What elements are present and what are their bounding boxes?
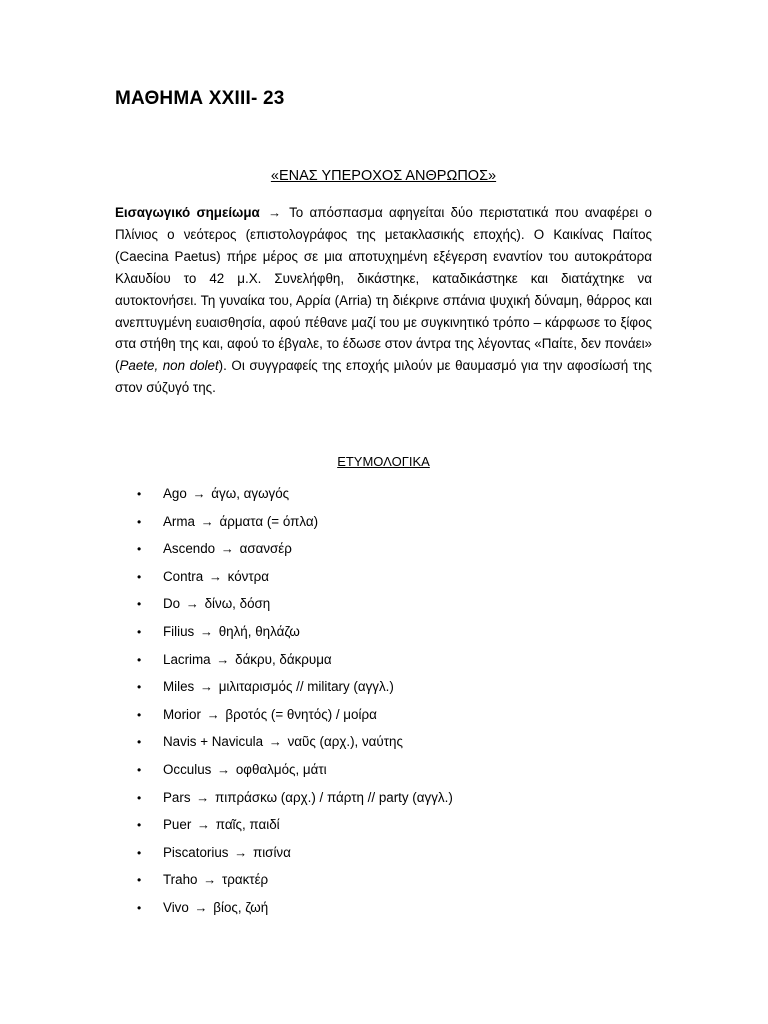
right-arrow-icon: → xyxy=(192,486,206,501)
greek-derivatives: βίος, ζωή xyxy=(213,899,269,915)
intro-text-before: Το απόσπασμα αφηγείται δύο περιστατικά που αναφέρει ο Πλίνιος ο νεότερος (επιστολογράφος της μετακλασικής εποχής). Ο Καικίνας Παίτος (Caecina Paetus) πήρε μέρος σε μια αποτυχημένη εξέγερση εναντίον του αυτοκράτορα Κλαυδίου το 42 μ.Χ. Συνελήφθη, δικάστηκε, καταδικάστηκε και διατάχτηκε να αυτοκτονήσει. Τη γυναίκα του, Αρρία (Arria) τη διέκρινε σπάνια ψυχική δύναμη, θάρρος και ανεπτυγμένη ευαισθησία, αφού πέθανε μαζί του με συγκινητικό τρόπο – κάρφωσε το ξίφος στα στήθη της και, αφού το έβγαλε, το έδωσε στον άντρα της λέγοντας «Παίτε, δεν πονάει» ( xyxy=(115,205,652,374)
greek-derivatives: ναῦς (αρχ.), ναύτης xyxy=(287,734,403,750)
list-item xyxy=(115,484,652,512)
bullet-icon: • xyxy=(137,514,142,529)
latin-word: Filius xyxy=(163,623,195,639)
list-item xyxy=(115,843,652,871)
list-item xyxy=(115,622,652,650)
bullet-icon: • xyxy=(137,790,142,805)
bullet-icon: • xyxy=(137,735,142,750)
bullet-icon: • xyxy=(137,624,142,639)
right-arrow-icon: → xyxy=(196,789,210,805)
list-item xyxy=(115,815,652,843)
etymology-entry xyxy=(163,650,332,670)
etymology-entry xyxy=(163,677,394,697)
latin-word: Navis + Navicula xyxy=(163,734,264,750)
etymology-list xyxy=(115,484,652,926)
bullet-icon: • xyxy=(137,818,142,833)
list-item xyxy=(115,539,652,567)
etymology-entry xyxy=(163,870,268,890)
greek-derivatives: θηλή, θηλάζω xyxy=(218,623,300,639)
right-arrow-icon: → xyxy=(199,623,213,639)
latin-word: Miles xyxy=(163,679,195,695)
document-page xyxy=(115,0,652,1024)
list-item xyxy=(115,567,652,595)
bullet-icon: • xyxy=(137,487,142,501)
intro-italic-quote: Paete, non dolet xyxy=(119,358,219,374)
etymology-entry xyxy=(163,788,453,808)
etymology-entry xyxy=(163,760,327,780)
right-arrow-icon: → xyxy=(268,734,282,750)
bullet-icon: • xyxy=(137,652,142,667)
greek-derivatives: πισίνα xyxy=(252,844,291,860)
lesson-title: ΜΑΘΗΜΑ XXIII- 23 xyxy=(115,88,285,109)
intro-paragraph xyxy=(115,202,652,399)
latin-word: Morior xyxy=(163,706,201,722)
list-item xyxy=(115,705,652,733)
etymology-entry xyxy=(163,732,403,752)
bullet-icon: • xyxy=(137,845,142,860)
latin-word: Ago xyxy=(163,486,187,501)
list-item xyxy=(115,760,652,788)
list-item xyxy=(115,594,652,622)
greek-derivatives: ασανσέρ xyxy=(239,541,292,557)
list-item xyxy=(115,732,652,760)
greek-derivatives: κόντρα xyxy=(227,568,269,584)
right-arrow-icon: → xyxy=(234,844,248,860)
bullet-icon: • xyxy=(137,542,142,557)
intro-text-after: ). Οι συγγραφείς της εποχής μιλούν με θαυμασμό για την αφοσίωσή της στον σύζυγό της. xyxy=(115,358,652,396)
main-title: «ΕΝΑΣ ΥΠΕΡΟΧΟΣ ΑΝΘΡΩΠΟΣ» xyxy=(270,168,497,184)
right-arrow-icon: → xyxy=(185,596,199,612)
greek-derivatives: βροτός (= θνητός) / μοίρα xyxy=(225,706,377,722)
intro-label: Εισαγωγικό σημείωμα xyxy=(115,205,260,220)
right-arrow-icon: → xyxy=(220,541,234,557)
greek-derivatives: δίνω, δόση xyxy=(204,596,271,612)
latin-word: Traho xyxy=(163,872,198,888)
etymology-entry xyxy=(163,622,300,642)
latin-word: Pars xyxy=(163,789,191,805)
etymology-entry xyxy=(163,705,377,725)
etymology-entry xyxy=(163,898,268,918)
right-arrow-icon: → xyxy=(199,679,213,695)
latin-word: Arma xyxy=(163,513,195,529)
bullet-icon: • xyxy=(137,597,142,612)
right-arrow-icon: → xyxy=(216,651,230,667)
greek-derivatives: τρακτέρ xyxy=(221,872,269,888)
bullet-icon: • xyxy=(137,707,142,722)
etymology-entry xyxy=(163,484,289,504)
right-arrow-icon: → xyxy=(268,205,282,220)
etymology-entry xyxy=(163,594,270,614)
latin-word: Vivo xyxy=(163,899,189,915)
latin-word: Piscatorius xyxy=(163,844,229,860)
right-arrow-icon: → xyxy=(203,872,217,888)
greek-derivatives: δάκρυ, δάκρυμα xyxy=(235,651,332,667)
list-item xyxy=(115,870,652,898)
bullet-icon: • xyxy=(137,569,142,584)
bullet-icon: • xyxy=(137,762,142,777)
list-item xyxy=(115,512,652,540)
etymology-entry xyxy=(163,539,292,559)
right-arrow-icon: → xyxy=(200,513,214,529)
bullet-icon: • xyxy=(137,873,142,888)
latin-word: Contra xyxy=(163,568,204,584)
list-item xyxy=(115,898,652,926)
etymology-heading: ΕΤΥΜΟΛΟΓΙΚΑ xyxy=(337,454,430,469)
latin-word: Do xyxy=(163,596,181,612)
greek-derivatives: οφθαλμός, μάτι xyxy=(235,761,327,777)
greek-derivatives: μιλιταρισμός // military (αγγλ.) xyxy=(218,679,394,695)
right-arrow-icon: → xyxy=(197,817,211,833)
greek-derivatives: παῖς, παιδί xyxy=(215,817,280,833)
etymology-entry xyxy=(163,567,269,587)
right-arrow-icon: → xyxy=(217,761,231,777)
greek-derivatives: πιπράσκω (αρχ.) / πάρτη // party (αγγλ.) xyxy=(215,789,453,805)
greek-derivatives: άγω, αγωγός xyxy=(211,486,290,501)
bullet-icon: • xyxy=(137,680,142,695)
greek-derivatives: άρματα (= όπλα) xyxy=(219,513,319,529)
latin-word: Lacrima xyxy=(163,651,211,667)
latin-word: Ascendo xyxy=(163,541,216,557)
right-arrow-icon: → xyxy=(194,899,208,915)
right-arrow-icon: → xyxy=(208,568,222,584)
latin-word: Occulus xyxy=(163,761,212,777)
list-item xyxy=(115,788,652,816)
bullet-icon: • xyxy=(137,900,142,915)
list-item xyxy=(115,650,652,678)
etymology-entry xyxy=(163,843,291,863)
right-arrow-icon: → xyxy=(206,706,220,722)
list-item xyxy=(115,677,652,705)
etymology-entry xyxy=(163,815,280,835)
etymology-entry xyxy=(163,512,318,532)
latin-word: Puer xyxy=(163,817,192,833)
